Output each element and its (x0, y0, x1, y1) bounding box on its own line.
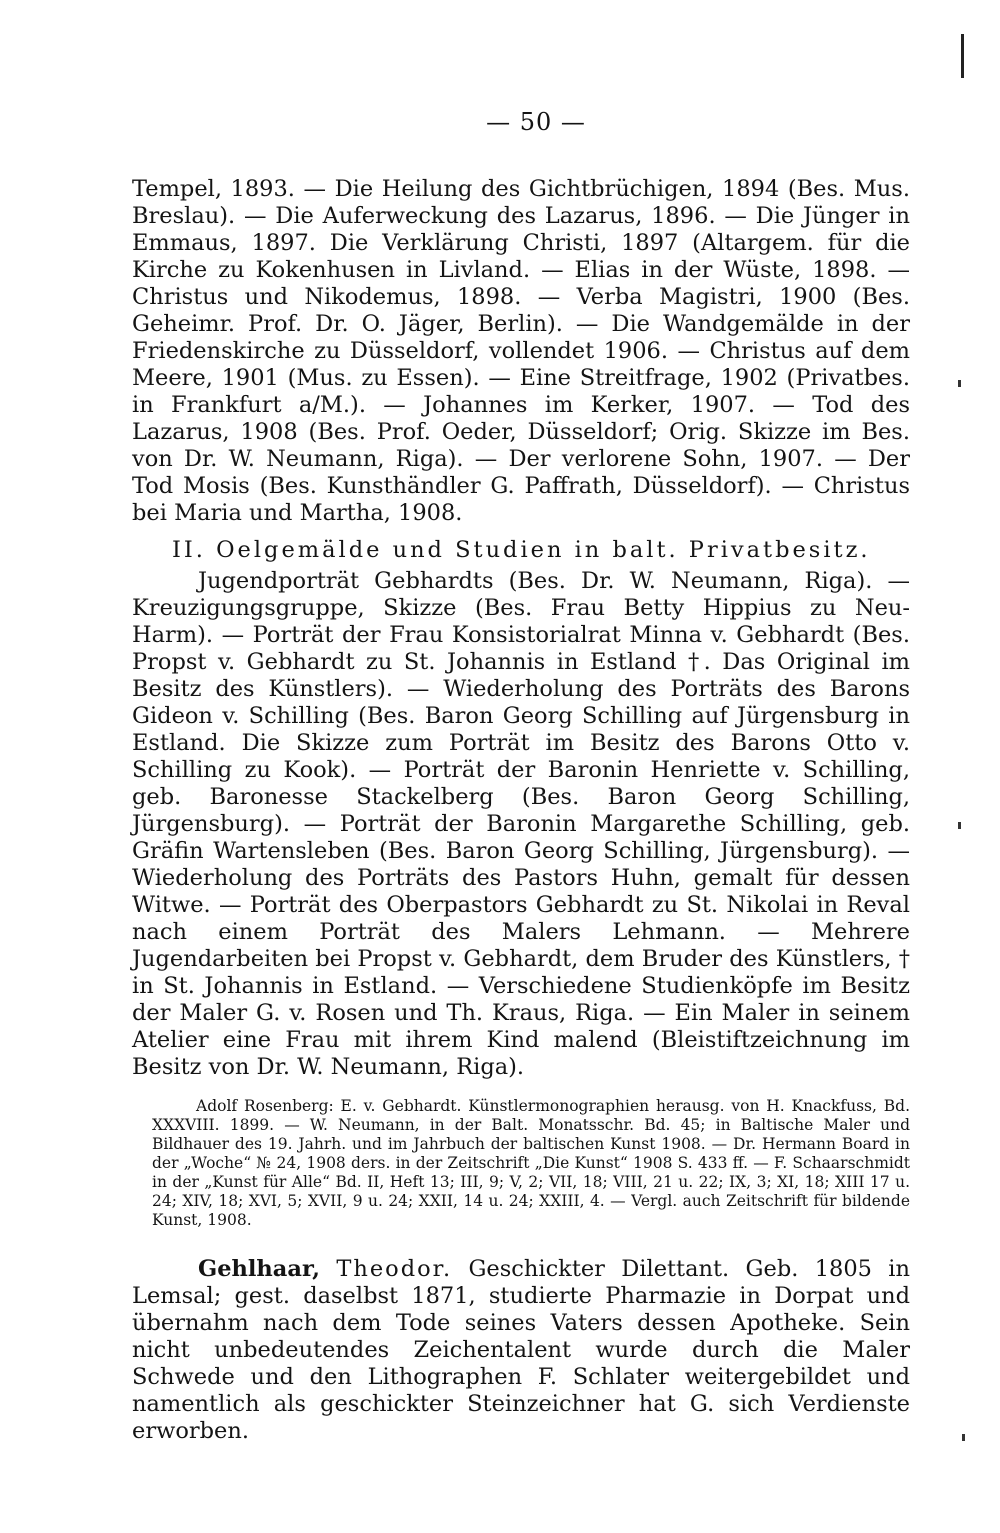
scan-speck (962, 1434, 965, 1441)
scan-speck (958, 822, 961, 829)
scan-speck (958, 380, 961, 387)
entry-text: Geschickter Dilettant. Geb. 1805 in Lemsal; gest. daselbst 1871, studierte Pharmazie in Dorpat und übernahm nach dem Tode seines Vaters dessen Apotheke. Sein nicht unbedeutendes Zeichentalent wurde durch die Maler Schwede und den Lithographen F. Schlater weitergebildet und namentlich als geschickter Steinzeichner hat G. sich Verdienste erworben. (132, 1256, 910, 1444)
document-page (132, 108, 910, 1445)
section-heading: II. Oelgemälde und Studien in balt. Privatbesitz. (172, 537, 871, 563)
private-collection-paragraph: Jugendporträt Gebhardts (Bes. Dr. W. Neumann, Riga). — Kreuzigungsgruppe, Skizze (Bes. Frau Betty Hippius zu Neu-Harm). — Porträt der Frau Konsistorialrat Minna v. Gebhardt (Bes. Propst v. Gebhardt zu St. Johannis in Estland †. Das Original im Besitz des Künstlers). — Wiederholung des Porträts des Barons Gideon v. Schilling (Bes. Baron Georg Schilling auf Jürgensburg in Estland. Die Skizze zum Porträt im Besitz des Barons Otto v. Schilling zu Kook). — Porträt der Baronin Henriette v. Schilling, geb. Baronesse Stackelberg (Bes. Baron Georg Schilling, Jürgensburg). — Porträt der Baronin Margarethe Schilling, geb. Gräfin Wartensleben (Bes. Baron Georg Schilling, Jürgensburg). — Wiederholung des Porträts des Pastors Huhn, gemalt für dessen Witwe. — Porträt des Oberpastors Gebhardt zu St. Nikolai in Reval nach einem Porträt des Malers Lehmann. — Mehrere Jugendarbeiten bei Propst v. Gebhardt, dem Bruder des Künstlers, † in St. Johannis in Estland. — Verschiedene Studienköpfe im Besitz der Maler G. v. Rosen und Th. Kraus, Riga. — Ein Maler in seinem Atelier eine Frau mit ihrem Kind malend (Bleistiftzeichnung im Besitz von Dr. W. Neumann, Riga). (132, 568, 910, 1080)
entry-surname: Gehlhaar, (198, 1256, 321, 1282)
artist-entry (132, 1256, 910, 1445)
entry-firstname: Theodor. (336, 1256, 453, 1282)
works-list-paragraph: Tempel, 1893. — Die Heilung des Gichtbrüchigen, 1894 (Bes. Mus. Breslau). — Die Auferweckung des Lazarus, 1896. — Die Jünger in Emmaus, 1897. Die Verklärung Christi, 1897 (Altargem. für die Kirche zu Kokenhusen in Livland. — Elias in der Wüste, 1898. — Christus und Nikodemus, 1898. — Verba Magistri, 1900 (Bes. Geheimr. Prof. Dr. O. Jäger, Berlin). — Die Wandgemälde in der Friedenskirche zu Düsseldorf, vollendet 1906. — Christus auf dem Meere, 1901 (Mus. zu Essen). — Eine Streitfrage, 1902 (Privatbes. in Frankfurt a/M.). — Johannes im Kerker, 1907. — Tod des Lazarus, 1908 (Bes. Prof. Oeder, Düsseldorf; Orig. Skizze im Bes. von Dr. W. Neumann, Riga). — Der verlorene Sohn, 1907. — Der Tod Mosis (Bes. Kunsthändler G. Paffrath, Düsseldorf). — Christus bei Maria und Martha, 1908. (132, 176, 910, 526)
page-number: — 50 — (486, 108, 586, 136)
scan-edge-mark (961, 34, 964, 78)
bibliography-note: Adolf Rosenberg: E. v. Gebhardt. Künstlermonographien herausg. von H. Knackfuss, Bd. XXXVIII. 1899. — W. Neumann, in der Balt. Monatsschr. Bd. 45; in Baltische Maler und Bildhauer des 19. Jahrh. und im Jahrbuch der baltischen Kunst 1908. — Dr. Hermann Board in der „Woche“ № 24, 1908 ders. in der Zeitschrift „Die Kunst“ 1908 S. 433 ff. — F. Schaarschmidt in der „Kunst für Alle“ Bd. II, Heft 13; III, 9; V, 2; VII, 18; VIII, 21 u. 22; IX, 3; XI, 18; XIII 17 u. 24; XIV, 18; XVI, 5; XVII, 9 u. 24; XXII, 14 u. 24; XXIII, 4. — Vergl. auch Zeitschrift für bildende Kunst, 1908. (152, 1097, 910, 1229)
